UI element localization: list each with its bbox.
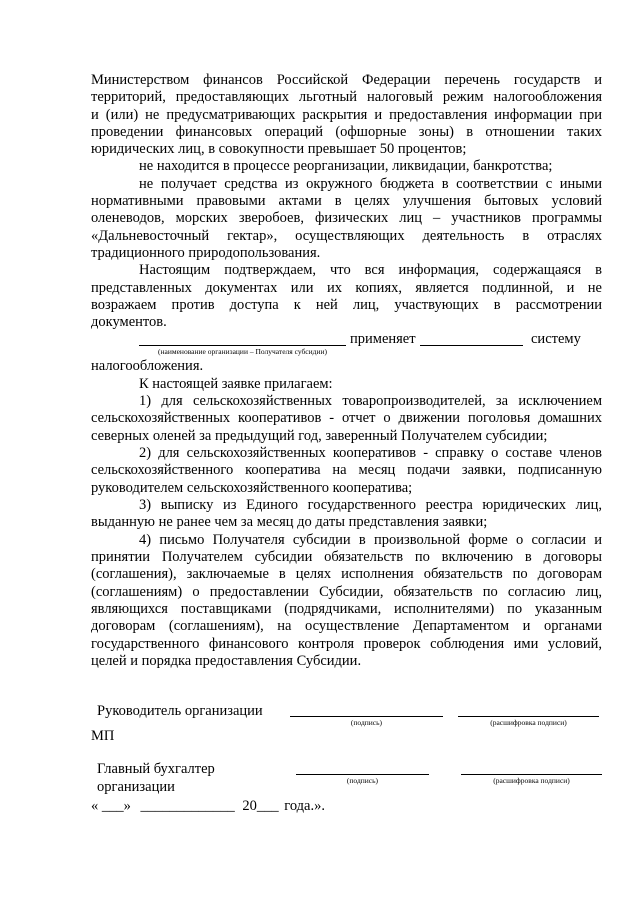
body-text-line: (соглашения), заключаемые в целях исполнения обязательств по договорам (91, 566, 602, 582)
chief-accountant-label: Главный бухгалтер (97, 761, 215, 777)
head-decoding-line (458, 716, 599, 717)
date-line (91, 797, 325, 815)
body-text-line: государственного финансового контроля проверок соблюдения ими условий, (91, 636, 602, 652)
body-text-line: «Дальневосточный гектар», осуществляющих деятельность в отраслях (91, 228, 602, 244)
body-text-line: сельскохозяйственного кооператива на месяц подачи заявки, подписанную (91, 462, 602, 478)
body-text-line: оленеводов, морских зверобоев, физических лиц – участников программы (91, 210, 602, 226)
head-signature-caption: (подпись) (350, 718, 383, 727)
body-text-line: не получает средства из окружного бюджета в соответствии с иными (139, 176, 602, 192)
body-text-line: северных оленей за предыдущий год, заверенный Получателем субсидии; (91, 428, 548, 444)
accountant-decoding-caption: (расшифровка подписи) (493, 776, 570, 785)
body-text-line: (соглашениям) о предоставлении Субсидии, обязательств по согласию лиц, (91, 584, 602, 600)
body-text-line: налогообложения. (91, 358, 204, 374)
body-text-line: 4) письмо Получателя субсидии в произвольной форме о согласии и (139, 532, 602, 548)
body-text-line: Министерством финансов Российской Федерации перечень государств и (91, 72, 602, 88)
applies-word: применяет (350, 331, 416, 347)
head-decoding-caption: (расшифровка подписи) (490, 718, 567, 727)
date-open-quote: « (91, 798, 99, 814)
body-text-line: проведении финансовых операций (офшорные зоны) в отношении таких (91, 124, 602, 140)
system-word: систему (531, 331, 581, 347)
body-text-line: представленных документах или их копиях, является подлинной, и не (91, 280, 602, 296)
date-year-prefix: 20 (242, 798, 257, 814)
body-text-line: принятии Получателем субсидии обязательств по включению в договоры (91, 549, 602, 565)
stamp-mark: МП (91, 728, 115, 744)
chief-accountant-label-line2: организации (97, 779, 175, 795)
body-text-line: являющихся поставщиками (подрядчиками, исполнителями) по указанным (91, 601, 602, 617)
body-text-line: юридических лиц, в совокупности превышает 50 процентов; (91, 141, 467, 157)
date-month-blank: _____________ (140, 798, 235, 814)
body-text-line: возражаем против доступа к ней лиц, участвующих в рассмотрении (91, 297, 602, 313)
body-text-line: Настоящим подтверждаем, что вся информация, содержащаяся в (139, 262, 602, 278)
body-text-line: территорий, предоставляющих льготный налоговый режим налогообложения (91, 89, 602, 105)
body-text-line: К настоящей заявке прилагаем: (139, 376, 333, 392)
body-text-line: традиционного природопользования. (91, 245, 321, 261)
accountant-decoding-line (461, 774, 602, 775)
org-name-caption: (наименование организации – Получателя субсидии) (158, 347, 327, 356)
body-text-line: сельскохозяйственных кооперативов - отчет о движении поголовья домашних (91, 410, 602, 426)
date-close-quote: » (123, 798, 131, 814)
body-text-line: 1) для сельскохозяйственных товаропроизводителей, за исключением (139, 393, 602, 409)
body-text-line: выданную не ранее чем за месяц до даты представления заявки; (91, 514, 488, 530)
date-day-blank: ___ (101, 798, 124, 814)
head-signature-line (290, 716, 443, 717)
date-year-suffix: года.». (284, 798, 325, 814)
body-text-line: договорам (соглашениям), на осуществление Департаментом и органами (91, 618, 602, 634)
body-text-line: руководителем сельскохозяйственного кооператива; (91, 480, 413, 496)
body-text-line: документов. (91, 314, 167, 330)
date-year-blank: ___ (256, 798, 279, 814)
tax-system-blank-line (420, 345, 523, 346)
org-name-blank-line (139, 345, 346, 346)
accountant-signature-line (296, 774, 429, 775)
body-text-line: и (или) не предусматривающих раскрытия и предоставления информации при (91, 107, 602, 123)
head-of-organization-label: Руководитель организации (97, 703, 263, 719)
body-text-line: целей и порядка предоставления Субсидии. (91, 653, 362, 669)
accountant-signature-caption: (подпись) (346, 776, 379, 785)
body-text-line: не находится в процессе реорганизации, ликвидации, банкротства; (139, 158, 553, 174)
body-text-line: 3) выписку из Единого государственного реестра юридических лиц, (139, 497, 602, 513)
body-text-line: нормативными правовыми актами в целях улучшения бытовых условий (91, 193, 602, 209)
body-text-line: 2) для сельскохозяйственных кооперативов - справку о составе членов (139, 445, 602, 461)
